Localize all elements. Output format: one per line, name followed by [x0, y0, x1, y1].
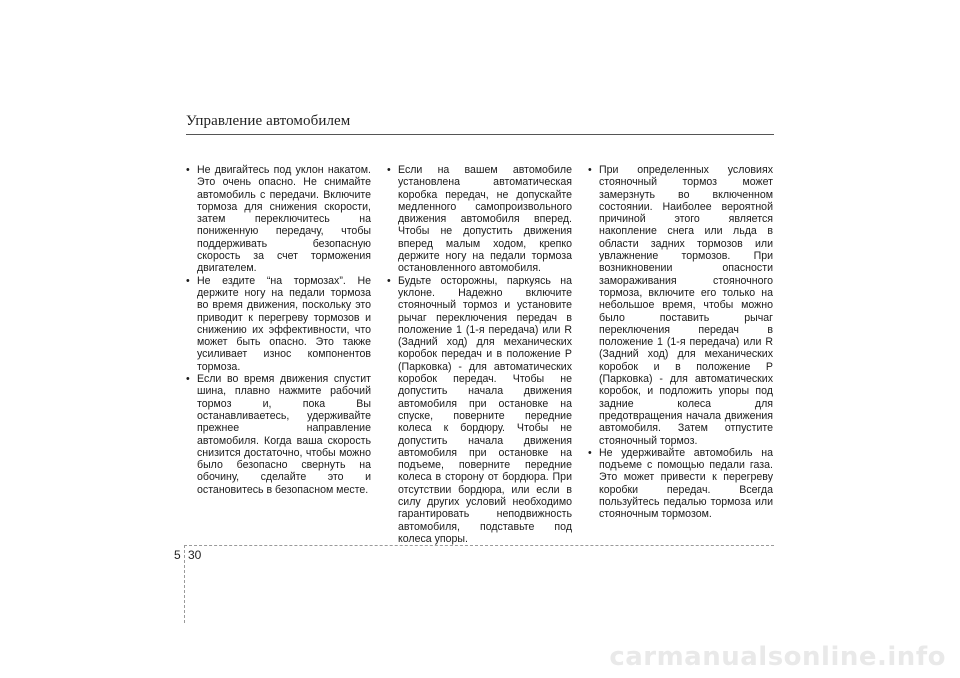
text-column-3 — [588, 164, 773, 521]
text-column-1 — [186, 164, 371, 496]
bullet-item: • Не удерживайте автомобиль на подъеме с помощью педали газа. Это может привести к перегреву коробки передач. Всегда пользуйтесь педалью тормоза или стояночным тормозом. — [588, 447, 773, 521]
bullet-item: • Будьте осторожны, паркуясь на уклоне. Надежно включите стояночный тормоз и установите рычаг переключения передач в положение 1 (1-я передача) или R (Задний ход) для механических коробок передач и в положение P (Парковка) - для автоматических коробок передач. Чтобы не допустить начала движения автомобиля при остановке на спуске, поверните передние колеса к бордюру. Чтобы не допустить начала движения автомобиля при остановке на подъеме, поверните передние колеса в сторону от бордюра. При отсутствии бордюра, или если в силу других условий необходимо гарантировать неподвижность автомобиля, подставьте под колеса упоры. — [387, 275, 572, 546]
bullet-item: • Не двигайтесь под уклон накатом. Это очень опасно. Не снимайте автомобиль с передачи. Включите тормоза для снижения скорости, затем переключитесь на пониженную передачу, чтобы поддерживать безопасную скорость за счет торможения двигателем. — [186, 164, 371, 275]
header-rule — [186, 134, 774, 135]
bullet-item: • Если на вашем автомобиле установлена автоматическая коробка передач, не допускайте медленного самопроизвольного движения автомобиля вперед. Чтобы не допустить движения вперед малым ходом, крепко держите ногу на педали тормоза остановленного автомобиля. — [387, 164, 572, 275]
footer-vertical-rule — [184, 545, 185, 623]
footer-rule — [184, 545, 774, 546]
page-number: 30 — [188, 548, 202, 562]
bullet-item: • При определенных условиях стояночный тормоз может замерзнуть во включенном состоянии. Наиболее вероятной причиной этого является накопление снега или льда в области задних тормозов или увлажнение тормозов. При возникновении опасности замораживания стояночного тормоза, включите его только на небольшое время, чтобы можно было поставить рычаг переключения передач в положение 1 (1-я передача) или R (Задний ход) для механических коробок и в положение P (Парковка) - для автоматических коробок, и подложить упоры под задние колеса для предотвращения начала движения автомобиля. Затем отпустите стояночный тормоз. — [588, 164, 773, 447]
bullet-item: • Если во время движения спустит шина, плавно нажмите рабочий тормоз и, пока Вы останавливаетесь, удерживайте прежнее направление автомобиля. Когда ваша скорость снизится достаточно, чтобы можно было безопасно свернуть на обочину, сделайте это и остановитесь в безопасном месте. — [186, 373, 371, 496]
bullet-list — [387, 164, 572, 545]
watermark-text: carmanualsonline.info — [609, 642, 946, 672]
bullet-list — [186, 164, 371, 496]
text-column-2 — [387, 164, 572, 545]
page-header-title: Управление автомобилем — [186, 113, 351, 129]
bullet-list — [588, 164, 773, 521]
bullet-item: • Не ездите “на тормозах”. Не держите ногу на педали тормоза во время движения, поскольку это приводит к перегреву тормозов и снижению их эффективности, что может быть опасно. Это также усиливает износ компонентов тормоза. — [186, 275, 371, 373]
chapter-number: 5 — [174, 548, 181, 562]
